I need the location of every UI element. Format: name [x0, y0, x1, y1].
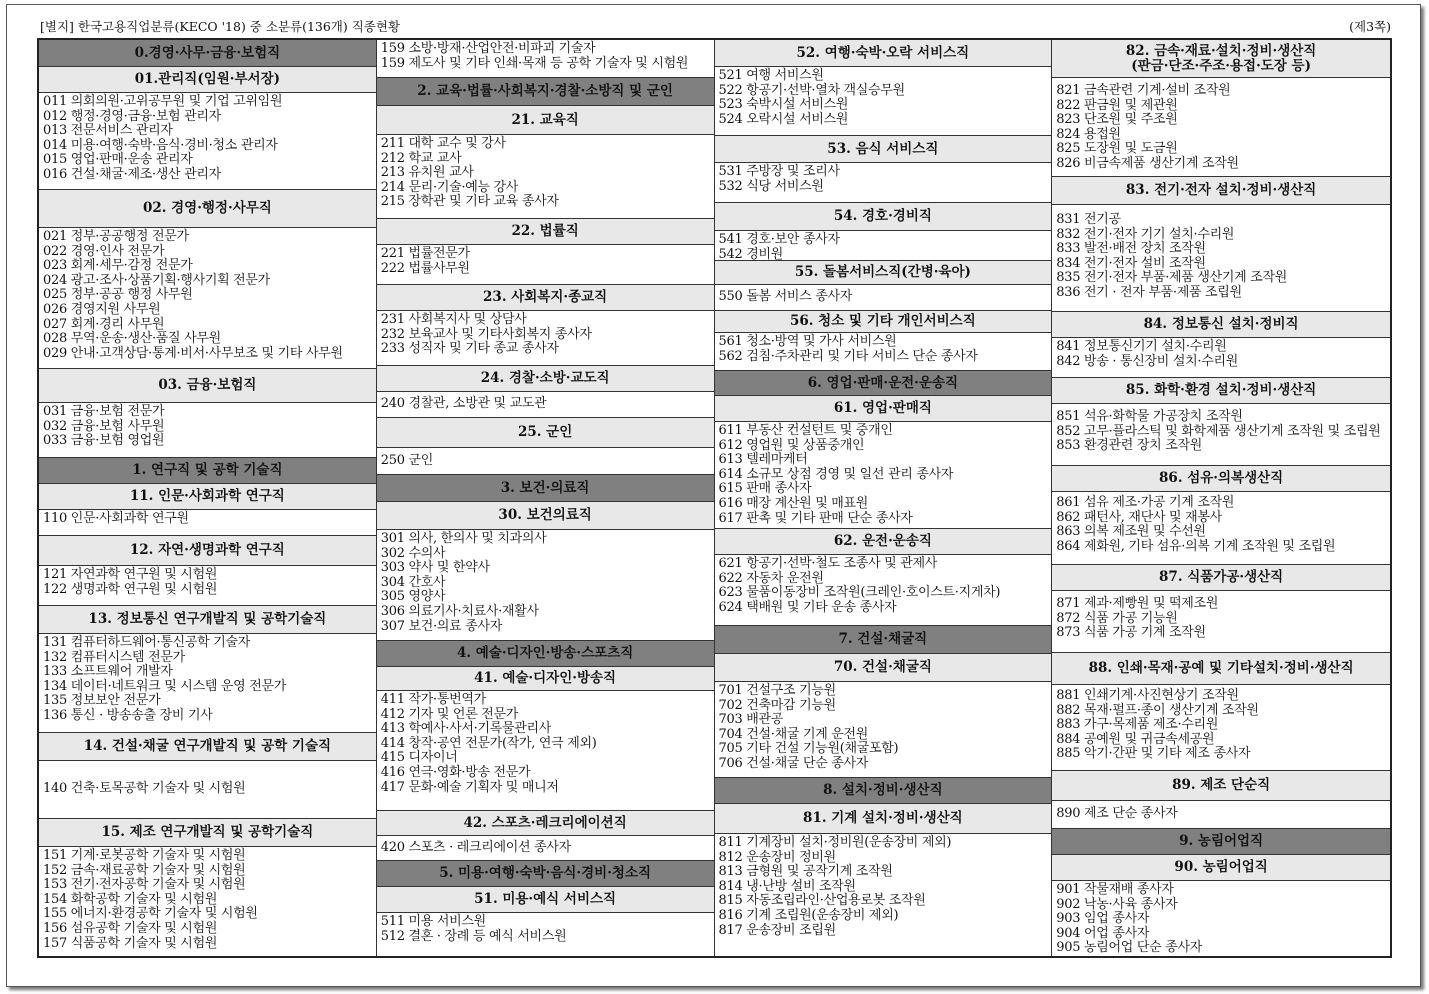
- list-item: 155 에너지·환경공학 기술자 및 시험원: [43, 906, 258, 922]
- list-item: 612 영업원 및 상품중개인: [718, 437, 865, 453]
- group-heading: 03. 금융·보험직: [39, 369, 376, 403]
- list-item: 412 기자 및 언론 전문가: [380, 706, 519, 722]
- item-list: [39, 761, 376, 819]
- list-item: 812 운송장비 정비원: [718, 849, 836, 865]
- list-item: 240 경찰관, 소방관 및 교도관: [380, 396, 547, 412]
- list-item: 617 판촉 및 기타 판매 단순 종사자: [718, 510, 913, 526]
- list-item: 151 기계·로봇공학 기술자 및 시험원: [43, 848, 246, 863]
- list-item: 815 자동조립라인·산업용로봇 조작원: [718, 893, 926, 909]
- group-heading: 52. 여행·숙박·오락 서비스직: [715, 40, 1052, 67]
- list-item: 029 안내·고객상담·통계·비서·사무보조 및 기타 사무원: [43, 345, 343, 361]
- list-item: 813 금형원 및 공작기계 조작원: [718, 864, 893, 880]
- item-list: [1052, 685, 1390, 771]
- list-item: 816 기계 조립원(운송장비 제외): [718, 907, 899, 923]
- list-item: 873 식품 가공 기계 조작원: [1056, 625, 1206, 641]
- list-item: 140 건축·토목공학 기술자 및 시험원: [43, 781, 246, 797]
- list-item: 823 단조원 및 주조원: [1056, 112, 1178, 128]
- list-item: 122 생명과학 연구원 및 시험원: [43, 581, 218, 597]
- group-heading-title: 82. 금속·재료·설치·정비·생산직: [1125, 42, 1317, 59]
- list-item: 613 텔레마케터: [718, 452, 808, 468]
- group-heading: 23. 사회복지·종교직: [377, 285, 714, 311]
- item-list: [715, 67, 1052, 136]
- group-heading: 62. 운전·운송직: [715, 529, 1052, 555]
- list-item: 811 기계장비 설치·정비원(운송장비 제외): [718, 835, 952, 850]
- list-item: 016 건설·채굴·제조·생산 관리자: [43, 166, 221, 182]
- list-item: 156 섬유공학 기술자 및 시험원: [43, 920, 218, 936]
- item-list: [715, 555, 1052, 626]
- item-list: [377, 913, 714, 956]
- list-item: 222 법률사무원: [380, 260, 470, 276]
- list-item: 562 검침·주차관리 및 기타 서비스 단순 종사자: [718, 348, 978, 364]
- major-group-heading: 2. 교육·법률·사회복지·경찰·소방직 및 군인: [377, 78, 714, 106]
- list-item: 523 숙박시설 서비스원: [718, 97, 849, 113]
- group-heading: 81. 기계 설치·정비·생산직: [715, 804, 1052, 834]
- major-group-heading: 3. 보건·의료직: [377, 475, 714, 502]
- list-item: 214 문리·기술·예능 강사: [380, 179, 519, 195]
- list-item: 154 화학공학 기술자 및 시험원: [43, 891, 218, 907]
- list-item: 028 무역·운송·생산·품질 사무원: [43, 331, 221, 347]
- list-item: 250 군인: [380, 452, 434, 468]
- list-item: 542 경비원: [718, 246, 784, 261]
- item-list: [715, 834, 1052, 956]
- list-item: 131 컴퓨터하드웨어·통신공학 기술자: [43, 635, 251, 650]
- list-item: 305 영양사: [380, 589, 446, 605]
- group-heading: 01.관리직(임원·부서장): [39, 67, 376, 93]
- item-list: [39, 566, 376, 606]
- list-item: 232 보육교사 및 기타사회복지 종사자: [380, 326, 592, 342]
- list-item: 135 정보보안 전문가: [43, 693, 161, 709]
- list-item: 623 물품이동장비 조작원(크레인·호이스트·지게차): [718, 585, 1001, 601]
- list-item: 026 경영지원 사무원: [43, 301, 161, 317]
- list-item: 415 디자이너: [380, 750, 458, 766]
- item-list: [377, 311, 714, 366]
- item-list: [377, 245, 714, 285]
- group-heading: 02. 경영·행정·사무직: [39, 190, 376, 228]
- list-item: 032 금융·보험 사무원: [43, 418, 165, 434]
- list-item: 550 돌봄 서비스 종사자: [718, 289, 852, 305]
- list-item: 522 항공기·선박·열차 객실승무원: [718, 82, 905, 98]
- list-item: 414 창작·공연 전문가(작가, 연극 제외): [380, 735, 597, 751]
- list-item: 157 식품공학 기술자 및 시험원: [43, 935, 218, 951]
- list-item: 024 광고·조사·상품기획·행사기획 전문가: [43, 272, 270, 288]
- list-item: 015 영업·판매·운송 관리자: [43, 152, 193, 168]
- list-item: 611 부동산 컨설턴트 및 중개인: [718, 423, 893, 438]
- list-item: 420 스포츠 · 레크리에이션 종사자: [380, 839, 571, 855]
- list-item: 211 대학 교수 및 강사: [380, 136, 506, 151]
- list-item: 011 의회의원·고위공무원 및 기업 고위임원: [43, 94, 283, 109]
- list-item: 152 금속·재료공학 기술자 및 시험원: [43, 862, 246, 878]
- list-item: 212 학교 교사: [380, 150, 462, 166]
- page-number: (제3쪽): [1349, 19, 1391, 34]
- list-item: 817 운송장비 조립원: [718, 922, 836, 938]
- list-item: 615 판매 종사자: [718, 481, 812, 497]
- list-item: 821 금속관련 기계·설비 조작원: [1056, 83, 1231, 98]
- item-list: [377, 691, 714, 811]
- item-list: [377, 530, 714, 641]
- table-column-2: [377, 40, 715, 956]
- list-item: 621 항공기·선박·철도 조종사 및 관제사: [718, 556, 938, 571]
- list-item: 221 법률전문가: [380, 246, 470, 261]
- item-list: [715, 333, 1052, 371]
- item-list: [1052, 591, 1390, 653]
- table-column-3: [715, 40, 1053, 956]
- list-item: 411 작가·통번역가: [380, 692, 486, 707]
- list-item: 215 장학관 및 기타 교육 종사자: [380, 194, 559, 210]
- group-heading: 85. 화학·환경 설치·정비·생산직: [1052, 378, 1390, 404]
- group-heading: 22. 법률직: [377, 219, 714, 245]
- group-heading: 24. 경찰·소방·교도직: [377, 366, 714, 392]
- list-item: 701 건설구조 기능원: [718, 683, 836, 698]
- major-group-heading: 8. 설치·정비·생산직: [715, 778, 1052, 804]
- group-heading: 70. 건설·채굴직: [715, 654, 1052, 682]
- list-item: 413 학예사·사서·기록물관리사: [380, 721, 551, 737]
- list-item: 702 건축마감 기능원: [718, 697, 836, 713]
- list-item: 159 소방·방재·산업안전·비파괴 기술자: [380, 41, 596, 56]
- list-item: 901 작물재배 종사자: [1056, 882, 1174, 897]
- group-heading: 61. 영업·판매직: [715, 396, 1052, 422]
- list-item: 890 제조 단순 종사자: [1056, 806, 1178, 822]
- list-item: 814 냉·난방 설비 조작원: [718, 878, 856, 894]
- list-item: 033 금융·보험 영업원: [43, 433, 165, 449]
- item-list: [715, 231, 1052, 261]
- group-heading: 41. 예술·디자인·방송직: [377, 667, 714, 691]
- list-item: 831 전기공: [1056, 212, 1121, 227]
- item-list: [715, 422, 1052, 529]
- list-item: 622 자동차 운전원: [718, 570, 824, 586]
- list-item: 561 청소·방역 및 가사 서비스원: [718, 334, 897, 349]
- group-heading: 56. 청소 및 기타 개인서비스직: [715, 311, 1052, 333]
- list-item: 531 주방장 및 조리사: [718, 164, 840, 179]
- list-item: 832 전기·전자 기기 설치·수리원: [1056, 226, 1235, 242]
- occupation-table: [37, 38, 1392, 958]
- list-item: 306 의료기사·치료사·재활사: [380, 603, 539, 619]
- list-item: 852 고무·플라스틱 및 화학제품 생산기계 조작원 및 조립원: [1056, 423, 1381, 439]
- major-group-heading: 0.경영·사무·금융·보험직: [39, 40, 376, 67]
- item-list: [1052, 205, 1390, 312]
- list-item: 835 전기·전자 부품·제품 생산기계 조작원: [1056, 270, 1288, 286]
- list-item: 705 기타 건설 기능원(채굴포함): [718, 741, 899, 757]
- list-item: 022 경영·인사 전문가: [43, 243, 165, 259]
- list-item: 512 결혼 · 장례 등 예식 서비스원: [380, 928, 567, 944]
- table-column-1: [39, 40, 377, 956]
- list-item: 511 미용 서비스원: [380, 914, 486, 929]
- list-item: 825 도장원 및 도금원: [1056, 141, 1178, 157]
- item-list: [39, 847, 376, 956]
- major-group-heading: 9. 농림어업직: [1052, 829, 1390, 855]
- item-list: [377, 135, 714, 219]
- item-list: [1052, 404, 1390, 466]
- major-group-heading: 5. 미용·여행·숙박·음식·경비·청소직: [377, 861, 714, 887]
- list-item: 863 의복 제조원 및 수선원: [1056, 524, 1206, 540]
- item-list: [39, 634, 376, 733]
- group-heading: 30. 보건의료직: [377, 502, 714, 530]
- list-item: 842 방송 · 통신장비 설치·수리원: [1056, 353, 1238, 369]
- list-item: 861 섬유 제조·가공 기계 조작원: [1056, 495, 1235, 510]
- group-heading-subtitle: (판금·단조·주조·용접·도장 등): [1131, 57, 1311, 74]
- group-heading: 88. 인쇄·목재·공예 및 기타설치·정비·생산직: [1052, 653, 1390, 685]
- list-item: 302 수의사: [380, 545, 446, 561]
- item-list: [1052, 492, 1390, 565]
- group-heading: 21. 교육직: [377, 106, 714, 135]
- list-item: 121 자연과학 연구원 및 시험원: [43, 567, 218, 582]
- list-item: 864 제화원, 기타 섬유·의복 기계 조작원 및 조립원: [1056, 538, 1336, 554]
- group-heading: 87. 식품가공·생산직: [1052, 565, 1390, 591]
- list-item: 153 전기·전자공학 기술자 및 시험원: [43, 877, 246, 893]
- group-heading: 83. 전기·전자 설치·정비·생산직: [1052, 177, 1390, 205]
- list-item: 703 배관공: [718, 712, 784, 728]
- list-item: 862 패턴사, 재단사 및 재봉사: [1056, 509, 1222, 525]
- list-item: 872 식품 가공 기능원: [1056, 610, 1178, 626]
- item-list: [39, 93, 376, 190]
- list-item: 031 금융·보험 전문가: [43, 404, 165, 419]
- list-item: 231 사회복지사 및 상담사: [380, 312, 527, 327]
- list-item: 871 제과·제빵원 및 떡제조원: [1056, 596, 1219, 611]
- group-heading: 15. 제조 연구개발직 및 공학기술직: [39, 819, 376, 847]
- list-item: 132 컴퓨터시스템 전문가: [43, 649, 185, 665]
- list-item: 903 임업 종사자: [1056, 911, 1150, 927]
- major-group-heading: 7. 건설·채굴직: [715, 626, 1052, 654]
- item-list: [377, 40, 714, 78]
- group-heading: 86. 섬유·의복생산직: [1052, 466, 1390, 492]
- item-list: [1052, 881, 1390, 956]
- list-item: 614 소규모 상점 경영 및 일선 관리 종사자: [718, 466, 954, 482]
- list-item: 706 건설·채굴 단순 종사자: [718, 755, 869, 771]
- list-item: 836 전기 · 전자 부품·제품 조립원: [1056, 284, 1242, 300]
- list-item: 624 택배원 및 기타 운송 종사자: [718, 599, 897, 615]
- list-item: 853 환경관련 장치 조작원: [1056, 438, 1202, 454]
- item-list: [39, 403, 376, 458]
- list-item: 133 소프트웨어 개발자: [43, 664, 173, 680]
- item-list: [1052, 801, 1390, 829]
- table-column-4: [1052, 40, 1390, 956]
- group-heading: 89. 제조 단순직: [1052, 771, 1390, 801]
- list-item: 704 건설·채굴 기계 운전원: [718, 726, 869, 742]
- list-item: 023 회계·세무·감정 전문가: [43, 258, 193, 274]
- item-list: [1052, 78, 1390, 177]
- list-item: 025 정부·공공 행정 사무원: [43, 287, 193, 303]
- list-item: 902 낙농·사육 종사자: [1056, 896, 1178, 912]
- list-item: 524 오락시설 서비스원: [718, 111, 849, 127]
- list-item: 904 어업 종사자: [1056, 925, 1150, 941]
- list-item: 014 미용·여행·숙박·음식·경비·청소 관리자: [43, 137, 278, 153]
- list-item: 834 전기·전자 설비 조작원: [1056, 255, 1206, 271]
- item-list: [715, 163, 1052, 203]
- group-heading: 11. 인문·사회과학 연구직: [39, 484, 376, 510]
- list-item: 159 제도사 및 기타 인쇄·목재 등 공학 기술자 및 시험원: [380, 55, 689, 71]
- list-item: 136 통신 · 방송송출 장비 기사: [43, 707, 213, 723]
- list-item: 012 행정·경영·금융·보험 관리자: [43, 108, 221, 124]
- list-item: 884 공예원 및 귀금속세공원: [1056, 731, 1215, 747]
- list-item: 417 문화·예술 기획자 및 매니저: [380, 779, 559, 795]
- list-item: 307 보건·의료 종사자: [380, 618, 502, 634]
- group-heading: [1052, 40, 1390, 78]
- item-list: [39, 510, 376, 536]
- group-heading: 84. 정보통신 설치·정비직: [1052, 312, 1390, 338]
- major-group-heading: 4. 예술·디자인·방송·스포츠직: [377, 641, 714, 667]
- list-item: 824 용접원: [1056, 126, 1121, 142]
- item-list: [377, 836, 714, 861]
- list-item: 881 인쇄기계·사진현상기 조작원: [1056, 688, 1239, 703]
- list-item: 851 석유·화학물 가공장치 조작원: [1056, 409, 1243, 424]
- list-item: 882 목재·펄프·종이 생산기계 조작원: [1056, 702, 1259, 718]
- list-item: 213 유치원 교사: [380, 165, 474, 181]
- list-item: 833 발전·배전 장치 조작원: [1056, 241, 1206, 257]
- group-heading: 14. 건설·채굴 연구개발직 및 공학 기술직: [39, 733, 376, 761]
- list-item: 905 농림어업 단순 종사자: [1056, 940, 1202, 956]
- list-item: 841 정보통신기기 설치·수리원: [1056, 339, 1227, 354]
- major-group-heading: 1. 연구직 및 공학 기술직: [39, 458, 376, 484]
- major-group-heading: 6. 영업·판매·운전·운송직: [715, 371, 1052, 396]
- item-list: [377, 392, 714, 418]
- list-item: 021 정부·공공행정 전문가: [43, 229, 189, 244]
- list-item: 616 매장 계산원 및 매표원: [718, 495, 869, 511]
- group-heading: 51. 미용·예식 서비스직: [377, 887, 714, 913]
- group-heading: 90. 농림어업직: [1052, 855, 1390, 881]
- list-item: 532 식당 서비스원: [718, 178, 824, 194]
- item-list: [715, 285, 1052, 311]
- group-heading: 13. 정보통신 연구개발직 및 공학기술직: [39, 606, 376, 634]
- list-item: 233 성직자 및 기타 종교 종사자: [380, 341, 559, 357]
- group-heading: 53. 음식 서비스직: [715, 136, 1052, 163]
- list-item: 304 간호사: [380, 574, 446, 590]
- list-item: 521 여행 서비스원: [718, 68, 824, 83]
- item-list: [715, 682, 1052, 778]
- list-item: 826 비금속제품 생산기계 조작원: [1056, 155, 1239, 171]
- group-heading: 25. 군인: [377, 418, 714, 448]
- list-item: 013 전문서비스 관리자: [43, 123, 173, 139]
- list-item: 883 가구·목제품 제조·수리원: [1056, 717, 1219, 733]
- list-item: 134 데이터·네트워크 및 시스템 운영 전문가: [43, 678, 287, 694]
- list-item: 885 악기·간판 및 기타 제조 종사자: [1056, 746, 1251, 762]
- list-item: 416 연극·영화·방송 전문가: [380, 764, 531, 780]
- list-item: 110 인문·사회과학 연구원: [43, 511, 189, 526]
- list-item: 301 의사, 한의사 및 치과의사: [380, 531, 547, 546]
- group-heading: 54. 경호·경비직: [715, 203, 1052, 231]
- group-heading: 55. 돌봄서비스직(간병·육아): [715, 261, 1052, 285]
- list-item: 822 판금원 및 제관원: [1056, 97, 1178, 113]
- list-item: 541 경호·보안 종사자: [718, 232, 840, 247]
- document-title: [별지] 한국고용직업분류(KECO '18) 중 소분류(136개) 직종현황: [40, 19, 401, 34]
- item-list: [39, 228, 376, 369]
- list-item: 303 약사 및 한약사: [380, 560, 490, 576]
- item-list: [1052, 338, 1390, 378]
- group-heading: 42. 스포츠·레크리에이션직: [377, 811, 714, 836]
- group-heading: 12. 자연·생명과학 연구직: [39, 536, 376, 566]
- list-item: 027 회계·경리 사무원: [43, 316, 165, 332]
- item-list: [377, 448, 714, 475]
